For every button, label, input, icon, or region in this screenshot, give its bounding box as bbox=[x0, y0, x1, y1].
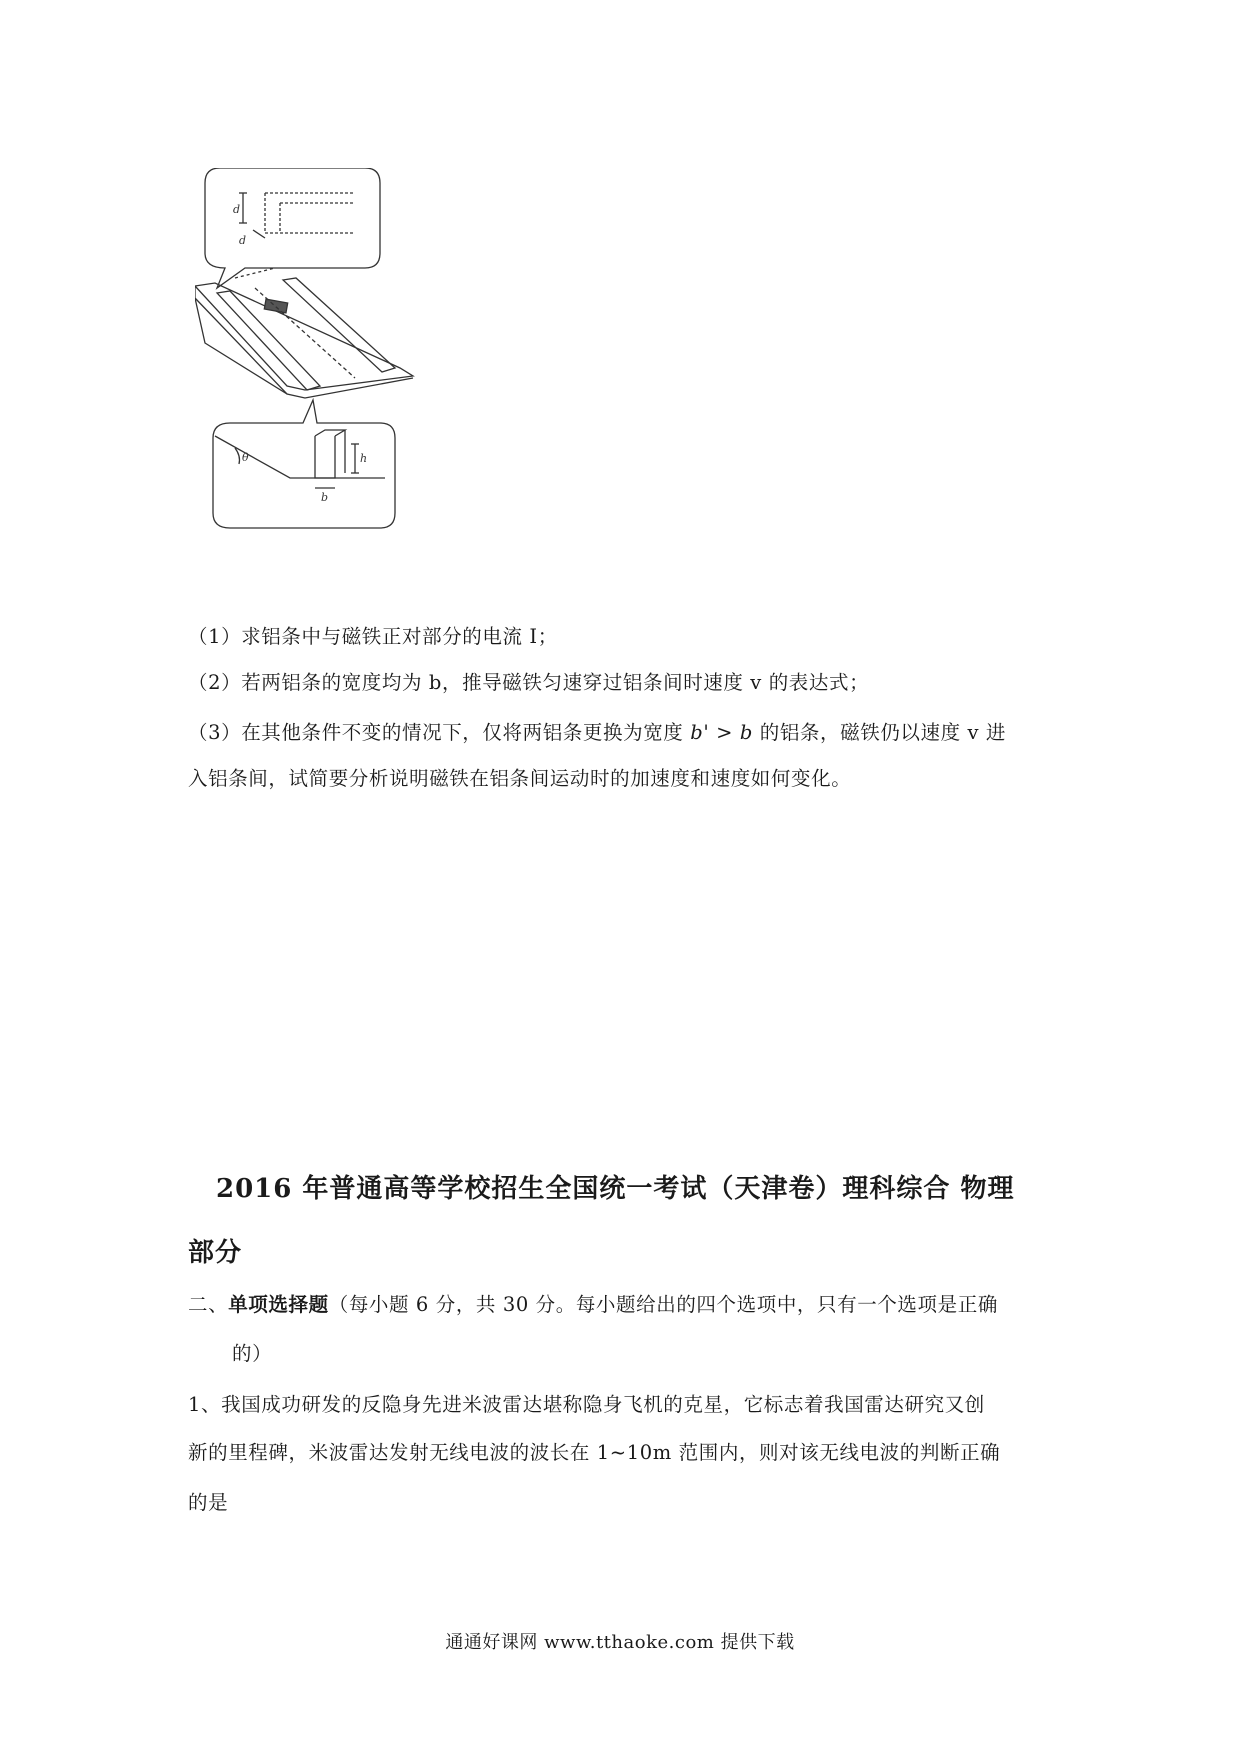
question-part-2: （2）若两铝条的宽度均为 b，推导磁铁匀速穿过铝条间时速度 v 的表达式； bbox=[188, 671, 870, 694]
incline-figure bbox=[195, 168, 480, 598]
page-footer: 通通好课网 www.tthaoke.com 提供下载 bbox=[445, 1632, 795, 1653]
label-d1: d bbox=[233, 203, 241, 216]
question-part-3-a: （3）在其他条件不变的情况下，仅将两铝条更换为宽度 bbox=[188, 721, 684, 744]
top-callout-bubble bbox=[205, 168, 380, 288]
section-name: 单项选择题 bbox=[228, 1293, 329, 1316]
section-desc-cont: 的） bbox=[232, 1342, 273, 1365]
section-prefix: 二、 bbox=[188, 1293, 229, 1316]
inequality: b' > b bbox=[690, 721, 753, 744]
section-desc: （每小题 6 分，共 30 分。每小题给出的四个选项中，只有一个选项是正确 bbox=[328, 1293, 998, 1316]
question-part-3-b: 的铝条，磁铁仍以速度 v 进 bbox=[759, 721, 1007, 744]
question1-line3: 的是 bbox=[188, 1491, 229, 1514]
question-part-3 bbox=[188, 716, 1058, 750]
label-theta: θ bbox=[242, 451, 249, 464]
magnet bbox=[264, 299, 287, 313]
label-b: b bbox=[321, 491, 329, 504]
question-part-1: （1）求铝条中与磁铁正对部分的电流 I； bbox=[188, 625, 558, 648]
exam-title: 2016 年普通高等学校招生全国统一考试（天津卷）理科综合 物理 bbox=[216, 1174, 1015, 1204]
label-h: h bbox=[360, 452, 368, 465]
bottom-callout-bubble bbox=[213, 400, 395, 528]
question1-line1: 1、我国成功研发的反隐身先进米波雷达堪称隐身飞机的克星，它标志着我国雷达研究又创 bbox=[188, 1393, 985, 1416]
question1-line2: 新的里程碑，米波雷达发射无线电波的波长在 1~10m 范围内，则对该无线电波的判断正确 bbox=[188, 1441, 1001, 1464]
label-d2: d bbox=[239, 234, 247, 247]
section-heading bbox=[188, 1288, 1058, 1322]
exam-title-cont: 部分 bbox=[188, 1238, 243, 1268]
question-part-3-cont: 入铝条间，试简要分析说明磁铁在铝条间运动时的加速度和速度如何变化。 bbox=[188, 767, 852, 790]
